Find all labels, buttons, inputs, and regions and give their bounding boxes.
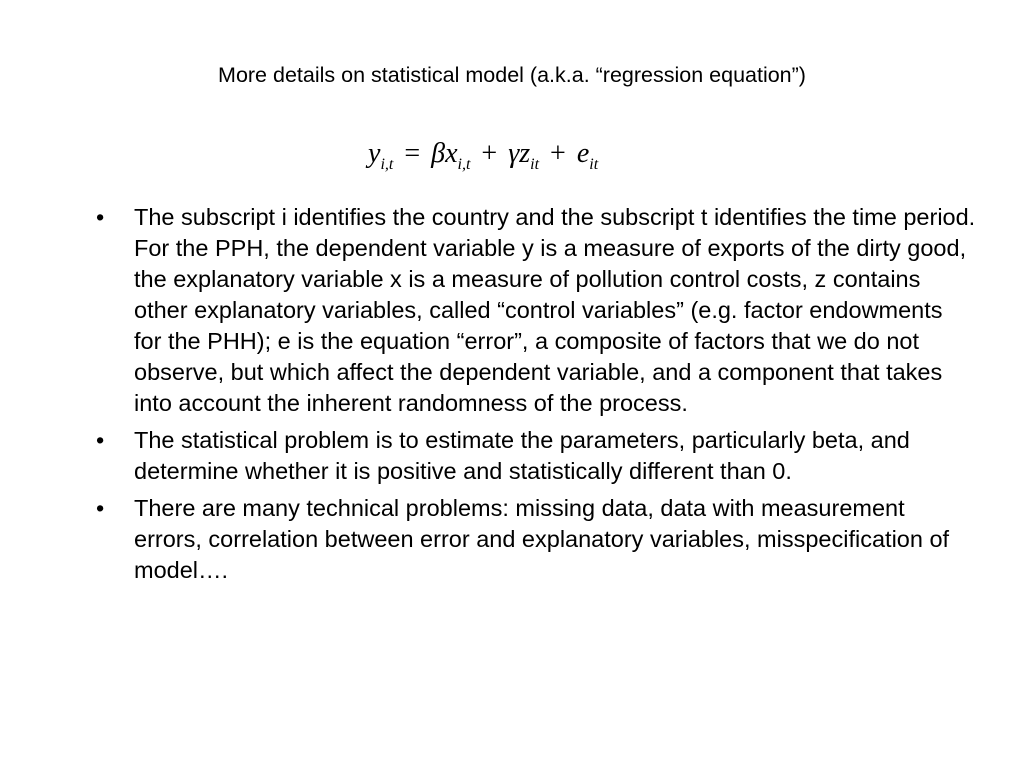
equation-plus-1: + [481, 138, 498, 169]
bullet-list [96, 202, 976, 592]
equation-gamma: γ [508, 138, 520, 169]
bullet-dot-icon: • [96, 495, 105, 521]
equation-equals: = [404, 138, 421, 169]
bullet-item [96, 425, 976, 487]
equation-e-subscript: it [589, 156, 599, 173]
equation-x: x [445, 138, 458, 169]
regression-equation [368, 136, 598, 176]
slide-title: More details on statistical model (a.k.a. “regression equation”) [218, 63, 806, 87]
equation-lhs-subscript: i,t [380, 156, 394, 173]
bullet-dot-icon: • [96, 204, 105, 230]
bullet-text: The statistical problem is to estimate the parameters, particularly beta, and determine whether it is positive and statistically different than 0. [134, 427, 910, 484]
bullet-dot-icon: • [96, 427, 105, 453]
bullet-text: The subscript i identifies the country and the subscript t identifies the time period. For the PPH, the dependent variable y is a measure of exports of the dirty good, the explanatory variable x is a measure of pollution control costs, z contains other explanatory variables, called “control variables” (e.g. factor endowments for the PHH); e is the equation “error”, a composite of factors that we do not observe, but which affect the dependent variable, and a component that takes into account the inherent randomness of the process. [134, 204, 976, 416]
bullet-item [96, 202, 976, 419]
equation-z-subscript: it [530, 156, 540, 173]
equation-z: z [519, 138, 531, 169]
equation-lhs-y: y [368, 138, 381, 169]
bullet-item [96, 493, 976, 586]
equation-beta: β [431, 138, 446, 169]
equation-e: e [576, 138, 590, 169]
equation-plus-2: + [550, 138, 566, 169]
bullet-text: There are many technical problems: missing data, data with measurement errors, correlation between error and explanatory variables, misspecification of model…. [134, 495, 950, 583]
equation-x-subscript: i,t [457, 156, 471, 173]
